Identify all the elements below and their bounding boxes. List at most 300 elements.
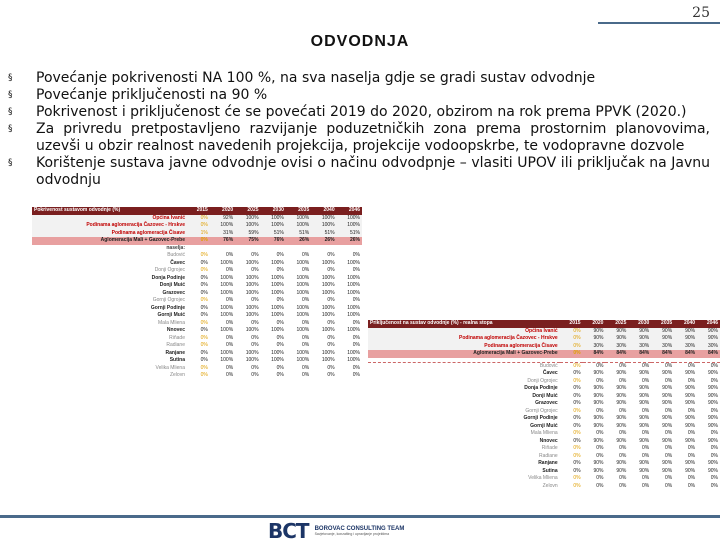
cell-value: 90% bbox=[662, 437, 673, 444]
table-row bbox=[368, 400, 720, 408]
table-row bbox=[368, 393, 720, 401]
row-label: Radiane bbox=[166, 342, 185, 349]
cell-value: 0% bbox=[302, 319, 310, 326]
table-row bbox=[32, 275, 362, 283]
cell-value: 51% bbox=[286, 230, 311, 238]
cell-value: 76% bbox=[210, 237, 235, 245]
cell-value: 100% bbox=[271, 357, 284, 364]
cell-value: 0% bbox=[225, 267, 234, 274]
cell-value: 100% bbox=[220, 357, 234, 364]
cell-value: 100% bbox=[321, 259, 335, 266]
cell-value: 100% bbox=[347, 349, 360, 356]
table-row bbox=[368, 385, 720, 393]
cell-value: 90% bbox=[639, 415, 650, 422]
row-label: Gornji Muić bbox=[157, 312, 185, 319]
cell-value: 75% bbox=[235, 237, 260, 245]
table-row bbox=[368, 415, 720, 423]
cell-value: 100% bbox=[347, 282, 360, 289]
cell-value: 100% bbox=[245, 259, 259, 266]
cell-value: 0% bbox=[251, 364, 259, 371]
cell-value: 100% bbox=[235, 222, 260, 230]
table-row bbox=[32, 282, 362, 290]
row-label: Velika Mliena bbox=[528, 475, 558, 482]
cell-value: 100% bbox=[210, 222, 235, 230]
logo-tagline: Savjetovanje, konzalting i upravljanje projektima bbox=[314, 532, 390, 536]
cell-value: 0% bbox=[200, 327, 208, 334]
cell-value: 100% bbox=[321, 349, 335, 356]
cell-value: 0% bbox=[352, 319, 360, 326]
cell-value: 0% bbox=[225, 342, 234, 349]
cell-value: 90% bbox=[639, 385, 650, 392]
cell-value: 100% bbox=[321, 304, 335, 311]
cell-value: 100% bbox=[245, 304, 259, 311]
row-label: Gornji Podinje bbox=[150, 304, 185, 311]
cell-value: 0% bbox=[251, 372, 259, 379]
table-row bbox=[32, 267, 362, 275]
cell-value: 100% bbox=[220, 304, 234, 311]
cell-value: 100% bbox=[271, 327, 284, 334]
table-row bbox=[32, 230, 362, 238]
cell-value: 100% bbox=[235, 215, 260, 223]
cell-value: 90% bbox=[616, 467, 627, 474]
cell-value: 30% bbox=[674, 343, 697, 351]
cell-value: 0% bbox=[596, 407, 604, 414]
cell-value: 0% bbox=[276, 342, 284, 349]
row-label: Donja Podinje bbox=[151, 274, 185, 281]
cell-value: 84% bbox=[605, 350, 628, 358]
cell-value: 100% bbox=[245, 312, 259, 319]
cell-value bbox=[187, 245, 210, 253]
cell-value: 90% bbox=[616, 415, 627, 422]
cell-value: 0% bbox=[200, 372, 208, 379]
cell-value: 0% bbox=[302, 334, 310, 341]
cell-value: 0% bbox=[642, 407, 650, 414]
cell-value: 100% bbox=[296, 304, 310, 311]
cell-value: 0% bbox=[619, 377, 627, 384]
cell-value: 100% bbox=[296, 312, 310, 319]
cell-value: 0% bbox=[352, 372, 360, 379]
bullet-text: Povećanje pokrivenosti NA 100 %, na sva naselja gdje se gradi sustav odvodnje bbox=[36, 70, 596, 86]
header-year: 2035 bbox=[286, 207, 311, 215]
cell-value: 90% bbox=[616, 385, 627, 392]
bullet-item bbox=[8, 87, 710, 104]
table-row bbox=[368, 363, 720, 371]
cell-value: 90% bbox=[662, 400, 673, 407]
bullet-marker-icon: § bbox=[8, 158, 13, 168]
cell-value: 0% bbox=[327, 334, 335, 341]
cell-value: 100% bbox=[296, 349, 310, 356]
table-row bbox=[368, 370, 720, 378]
cell-value: 90% bbox=[616, 437, 627, 444]
cell-value: 0% bbox=[596, 363, 604, 369]
cell-value: 100% bbox=[347, 289, 360, 296]
cell-value: 0% bbox=[710, 475, 718, 482]
table-row bbox=[32, 327, 362, 335]
cell-value: 100% bbox=[220, 349, 234, 356]
cell-value: 0% bbox=[276, 364, 284, 371]
cell-value: 90% bbox=[707, 422, 718, 429]
row-label: Ranjane bbox=[165, 349, 185, 356]
row-label: Ranjane bbox=[538, 460, 558, 467]
cell-value: 0% bbox=[596, 475, 604, 482]
slide-title: ODVODNJA bbox=[310, 33, 410, 50]
cell-value: 0% bbox=[710, 363, 718, 369]
cell-value: 90% bbox=[639, 392, 650, 399]
cell-value: 0% bbox=[642, 452, 650, 459]
cell-value: 100% bbox=[311, 215, 336, 223]
cell-value: 0% bbox=[251, 297, 259, 304]
cell-value: 0% bbox=[251, 319, 259, 326]
cell-value: 100% bbox=[245, 282, 259, 289]
cell-value: 90% bbox=[593, 422, 604, 429]
cell-value: 90% bbox=[628, 335, 651, 343]
bottom-rule bbox=[0, 515, 720, 518]
cell-value: 90% bbox=[616, 460, 627, 467]
row-label: Aglomeracija Mali + Gazovec-Prebe bbox=[368, 350, 560, 358]
cell-value: 0% bbox=[710, 445, 718, 452]
cell-value: 0% bbox=[642, 445, 650, 452]
cell-value: 90% bbox=[662, 422, 673, 429]
header-year: 2040 bbox=[311, 207, 336, 215]
cell-value: 90% bbox=[685, 437, 696, 444]
table-row bbox=[32, 260, 362, 268]
cell-value: 90% bbox=[685, 370, 696, 377]
cell-value: 0% bbox=[596, 430, 604, 437]
table-row bbox=[32, 297, 362, 305]
bullet-text: Za privredu pretpostavljeno razvijanje poduzetničkih zona prema prostornim planovovima, uzevši u obzir realnost navedenih projekcija, projekcije vodoopskrbe, te vodopravne dozvole bbox=[36, 121, 710, 154]
cell-value: 0% bbox=[200, 274, 208, 281]
header-year: 2020 bbox=[210, 207, 235, 215]
cell-value: 30% bbox=[605, 343, 628, 351]
row-label: Gornji Ogrojec bbox=[525, 407, 558, 414]
cell-value: 51% bbox=[311, 230, 336, 238]
row-label: Grazovec bbox=[162, 289, 185, 296]
logo-name: BOROVAC CONSULTING TEAM bbox=[314, 526, 405, 532]
cell-value: 0% bbox=[619, 363, 627, 369]
cell-value: 0% bbox=[302, 372, 310, 379]
cell-value: 0% bbox=[200, 342, 208, 349]
cell-value: 0% bbox=[642, 475, 650, 482]
cell-value: 90% bbox=[639, 400, 650, 407]
cell-value: 0% bbox=[619, 445, 627, 452]
cell-value: 100% bbox=[245, 357, 259, 364]
cell-value: 0% bbox=[642, 482, 650, 489]
cell-value: 59% bbox=[235, 230, 260, 238]
cell-value: 90% bbox=[662, 392, 673, 399]
cell-value: 0% bbox=[642, 430, 650, 437]
cell-value: 0% bbox=[573, 400, 581, 407]
cell-value: 100% bbox=[296, 357, 310, 364]
cell-value: 90% bbox=[616, 370, 627, 377]
cell-value: 51% bbox=[261, 230, 286, 238]
cell-value: 90% bbox=[651, 328, 674, 336]
cell-value: 100% bbox=[220, 259, 234, 266]
table-row bbox=[32, 365, 362, 373]
table-row bbox=[32, 305, 362, 313]
cell-value: 90% bbox=[685, 400, 696, 407]
cell-value: 0% bbox=[302, 342, 310, 349]
cell-value: 90% bbox=[685, 392, 696, 399]
cell-value: 90% bbox=[685, 460, 696, 467]
cell-value: 90% bbox=[593, 392, 604, 399]
cell-value: 90% bbox=[707, 415, 718, 422]
cell-value: 0% bbox=[352, 297, 360, 304]
header-year: 2015 bbox=[560, 320, 583, 328]
row-label: Grazovec bbox=[535, 400, 558, 407]
cell-value: 0% bbox=[573, 385, 581, 392]
cell-value bbox=[210, 245, 235, 253]
cell-value: 0% bbox=[200, 282, 208, 289]
row-label: Donji Muić bbox=[532, 392, 558, 399]
table-row bbox=[368, 453, 720, 461]
row-label: Nnovec bbox=[166, 327, 185, 334]
cell-value: 90% bbox=[593, 385, 604, 392]
cell-value: 90% bbox=[605, 328, 628, 336]
bullet-marker-icon: § bbox=[8, 124, 13, 134]
cell-value: 90% bbox=[707, 460, 718, 467]
cell-value: 0% bbox=[687, 407, 696, 414]
cell-value: 0% bbox=[276, 372, 284, 379]
row-label: Podinama aglomeracija Čazovec - Hrskve bbox=[32, 222, 187, 230]
cell-value: 92% bbox=[210, 215, 235, 223]
cell-value: 0% bbox=[573, 422, 581, 429]
cell-value: 0% bbox=[596, 452, 604, 459]
cell-value: 90% bbox=[593, 467, 604, 474]
cell-value: 90% bbox=[593, 415, 604, 422]
cell-value bbox=[286, 245, 311, 253]
cell-value: 90% bbox=[707, 392, 718, 399]
cell-value: 100% bbox=[220, 282, 234, 289]
row-label: Radiane bbox=[539, 452, 558, 459]
cell-value: 100% bbox=[296, 327, 310, 334]
table-row bbox=[368, 475, 720, 483]
cell-value: 0% bbox=[573, 377, 581, 384]
cell-value: 0% bbox=[619, 482, 627, 489]
cell-value: 0% bbox=[573, 467, 581, 474]
table-row bbox=[32, 335, 362, 343]
row-label: Podinama aglomeracija Čisave bbox=[368, 343, 560, 351]
cell-value: 76% bbox=[261, 237, 286, 245]
cell-value: 90% bbox=[583, 335, 606, 343]
cell-value: 0% bbox=[251, 252, 259, 259]
cell-value: 100% bbox=[271, 274, 284, 281]
row-label: Riňade bbox=[169, 334, 185, 341]
cell-value: 0% bbox=[573, 370, 581, 377]
table-row bbox=[368, 408, 720, 416]
table-row bbox=[368, 483, 720, 491]
bullet-marker-icon: § bbox=[8, 107, 13, 117]
header-year: 2030 bbox=[261, 207, 286, 215]
cell-value: 100% bbox=[296, 282, 310, 289]
cell-value: 100% bbox=[321, 312, 335, 319]
cell-value: 0% bbox=[573, 460, 581, 467]
cell-value: 90% bbox=[583, 328, 606, 336]
logo-text bbox=[315, 526, 465, 536]
cell-value: 0% bbox=[276, 319, 284, 326]
cell-value: 100% bbox=[296, 274, 310, 281]
cell-value: 0% bbox=[596, 377, 604, 384]
table-row bbox=[368, 335, 720, 343]
cell-value: 30% bbox=[651, 343, 674, 351]
cell-value: 0% bbox=[225, 252, 234, 259]
cell-value: 100% bbox=[347, 357, 360, 364]
row-label: Gornji Podinje bbox=[523, 415, 558, 422]
cell-value bbox=[337, 245, 362, 253]
cell-value: 30% bbox=[583, 343, 606, 351]
cell-value: 0% bbox=[573, 407, 581, 414]
cell-value: 90% bbox=[639, 460, 650, 467]
row-label: Mala Mliena bbox=[530, 430, 558, 437]
header-title: Pokrivenost sustavom odvodnje (%) bbox=[32, 207, 187, 215]
cell-value: 0% bbox=[710, 482, 718, 489]
row-label: Podinama aglomeracija Čisave bbox=[32, 230, 187, 238]
cell-value: 0% bbox=[352, 252, 360, 259]
table-row bbox=[32, 312, 362, 320]
cell-value: 0% bbox=[200, 297, 208, 304]
cell-value: 0% bbox=[619, 475, 627, 482]
cell-value: 90% bbox=[707, 385, 718, 392]
table-row bbox=[368, 430, 720, 438]
cell-value: 0% bbox=[225, 334, 234, 341]
cell-value: 0% bbox=[187, 215, 210, 223]
cell-value: 0% bbox=[200, 349, 208, 356]
header-year: 2030 bbox=[628, 320, 651, 328]
cell-value: 0% bbox=[560, 350, 583, 358]
cell-value: 100% bbox=[220, 274, 234, 281]
cell-value: 90% bbox=[593, 460, 604, 467]
cell-value: 100% bbox=[347, 327, 360, 334]
cell-value: 84% bbox=[674, 350, 697, 358]
cell-value: 0% bbox=[687, 445, 696, 452]
header-year: 2015 bbox=[187, 207, 210, 215]
row-label: Gornji Muić bbox=[530, 422, 558, 429]
cell-value: 100% bbox=[245, 289, 259, 296]
cell-value: 0% bbox=[225, 319, 234, 326]
cell-value: 90% bbox=[685, 467, 696, 474]
table-row bbox=[368, 468, 720, 476]
cell-value: 90% bbox=[707, 370, 718, 377]
row-label: Zelovn bbox=[542, 482, 558, 489]
cell-value: 84% bbox=[628, 350, 651, 358]
cell-value: 90% bbox=[651, 335, 674, 343]
cell-value: 51% bbox=[337, 230, 362, 238]
cell-value: 0% bbox=[573, 482, 581, 489]
bullet-item bbox=[8, 104, 710, 121]
top-rule bbox=[598, 22, 720, 24]
cell-value: 90% bbox=[639, 437, 650, 444]
row-label: Nnovec bbox=[539, 437, 558, 444]
row-label: Općina Ivanić bbox=[368, 328, 560, 336]
row-label: Budović bbox=[167, 252, 185, 259]
cell-value: 0% bbox=[560, 335, 583, 343]
cell-value: 100% bbox=[286, 215, 311, 223]
cell-value: 0% bbox=[710, 407, 718, 414]
row-label: Donja Podinje bbox=[524, 385, 558, 392]
cell-value: 0% bbox=[687, 475, 696, 482]
table-row bbox=[368, 378, 720, 386]
cell-value: 100% bbox=[245, 327, 259, 334]
bullet-marker-icon: § bbox=[8, 73, 13, 83]
cell-value: 90% bbox=[662, 385, 673, 392]
cell-value: 0% bbox=[664, 407, 673, 414]
cell-value: 0% bbox=[664, 482, 673, 489]
cell-value: 26% bbox=[311, 237, 336, 245]
cell-value: 0% bbox=[573, 452, 581, 459]
cell-value: 0% bbox=[619, 430, 627, 437]
cell-value: 0% bbox=[302, 364, 310, 371]
cell-value: 0% bbox=[596, 482, 604, 489]
cell-value: 0% bbox=[573, 475, 581, 482]
cell-value: 100% bbox=[321, 289, 335, 296]
logo-mark: BCT bbox=[268, 519, 309, 540]
table-row bbox=[368, 438, 720, 446]
table-row bbox=[32, 357, 362, 365]
cell-value: 0% bbox=[302, 252, 310, 259]
cell-value: 90% bbox=[628, 328, 651, 336]
row-label: Mala Mliena bbox=[158, 319, 185, 326]
row-label: Čavec bbox=[542, 370, 558, 377]
cell-value: 84% bbox=[583, 350, 606, 358]
cell-value: 100% bbox=[296, 259, 310, 266]
cell-value: 0% bbox=[200, 334, 208, 341]
row-label: Gornji Ogrojec bbox=[152, 297, 185, 304]
cell-value: 0% bbox=[352, 364, 360, 371]
cell-value: 1% bbox=[187, 230, 210, 238]
cell-value: 100% bbox=[271, 289, 284, 296]
cell-value: 0% bbox=[276, 334, 284, 341]
cell-value: 100% bbox=[347, 312, 360, 319]
cell-value bbox=[235, 245, 260, 253]
cell-value: 0% bbox=[200, 252, 208, 259]
header-year: 2040 bbox=[674, 320, 697, 328]
cell-value: 0% bbox=[327, 267, 335, 274]
cell-value: 0% bbox=[687, 377, 696, 384]
cell-value: 0% bbox=[200, 267, 208, 274]
connection-table bbox=[368, 320, 720, 490]
cell-value: 0% bbox=[225, 297, 234, 304]
row-label: Podinama aglomeracija Čazovec - Hrskve bbox=[368, 335, 560, 343]
row-label: Donji Muić bbox=[159, 282, 185, 289]
cell-value: 84% bbox=[651, 350, 674, 358]
cell-value: 90% bbox=[662, 467, 673, 474]
cell-value: 0% bbox=[251, 267, 259, 274]
cell-value: 90% bbox=[707, 400, 718, 407]
table-row bbox=[32, 290, 362, 298]
cell-value: 0% bbox=[200, 364, 208, 371]
cell-value: 0% bbox=[664, 430, 673, 437]
cell-value: 100% bbox=[321, 274, 335, 281]
table-row bbox=[32, 237, 362, 245]
cell-value: 90% bbox=[593, 370, 604, 377]
header-year: 2025 bbox=[235, 207, 260, 215]
row-label: Sutina bbox=[169, 357, 185, 364]
cell-value: 90% bbox=[685, 385, 696, 392]
cell-value: 0% bbox=[225, 364, 234, 371]
table-row bbox=[32, 320, 362, 328]
cell-value: 100% bbox=[321, 282, 335, 289]
cell-value: 0% bbox=[664, 363, 673, 369]
cell-value: 0% bbox=[560, 343, 583, 351]
row-label: Aglomeracija Mali + Gazovec-Prebe bbox=[32, 237, 187, 245]
row-label: Zelovn bbox=[169, 372, 185, 379]
cell-value: 0% bbox=[302, 267, 310, 274]
header-year: 2020 bbox=[583, 320, 606, 328]
cell-value: 90% bbox=[674, 328, 697, 336]
cell-value: 0% bbox=[327, 252, 335, 259]
table-header bbox=[368, 320, 720, 328]
cell-value: 0% bbox=[573, 430, 581, 437]
cell-value: 0% bbox=[664, 377, 673, 384]
